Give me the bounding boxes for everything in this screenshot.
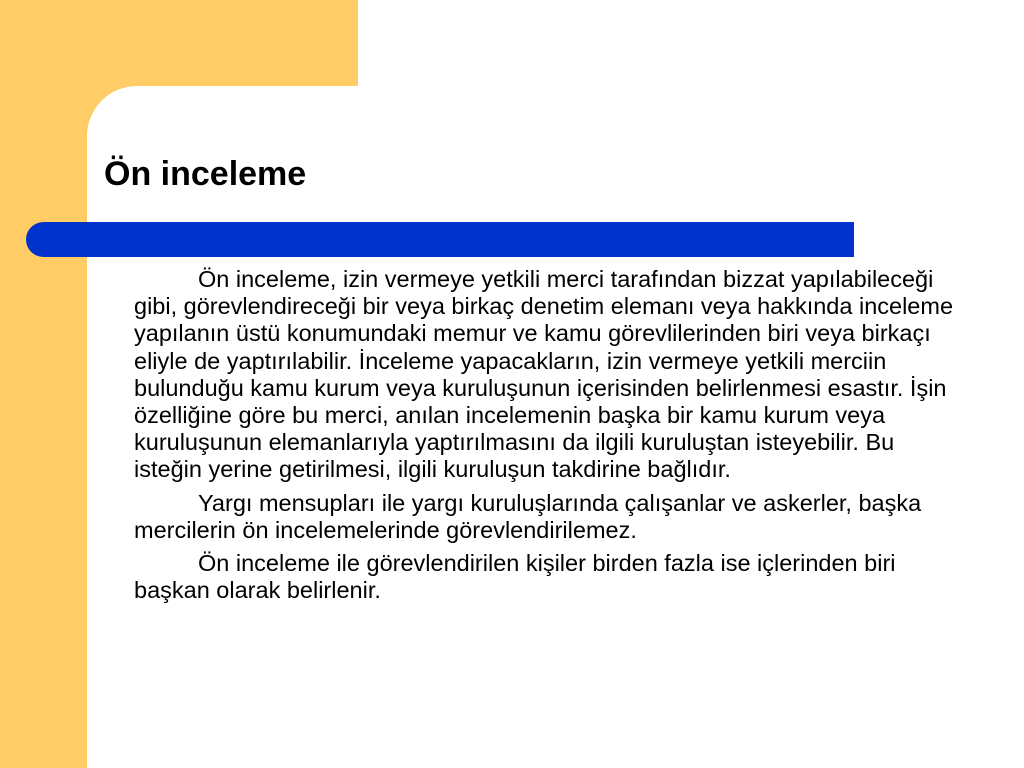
body-paragraph: Ön inceleme, izin vermeye yetkili merci tarafından bizzat yapılabileceği gibi, görevlendireceği bir veya birkaç denetim elemanı veya hakkında inceleme yapılanın üstü konumundaki memur ve kamu görevlilerinden biri veya birkaçı eliyle de yaptırılabilir. İnceleme yapacakların, izin vermeye yetkili merciin bulunduğu kamu kurum veya kuruluşunun içerisinden belirlenmesi esastır. İşin özelliğine göre bu merci, anılan incelemenin başka bir kamu kurum veya kuruluşunun elemanlarıyla yaptırılmasını da ilgili kuruluştan isteyebilir. Bu isteğin yerine getirilmesi, ilgili kuruluşun takdirine bağlıdır. xyxy=(134,266,954,483)
decorative-top-band xyxy=(0,0,358,86)
decorative-blue-bar xyxy=(26,222,854,257)
body-paragraph: Yargı mensupları ile yargı kuruluşlarında çalışanlar ve askerler, başka mercilerin ön incelemelerinde görevlendirilemez. xyxy=(134,489,922,543)
decorative-left-band xyxy=(0,0,87,768)
slide-title: Ön inceleme xyxy=(104,155,307,193)
body-paragraph: Ön inceleme ile görevlendirilen kişiler birden fazla ise içlerinden biri başkan olarak belirlenir. xyxy=(134,550,896,604)
slide-body xyxy=(134,266,954,610)
